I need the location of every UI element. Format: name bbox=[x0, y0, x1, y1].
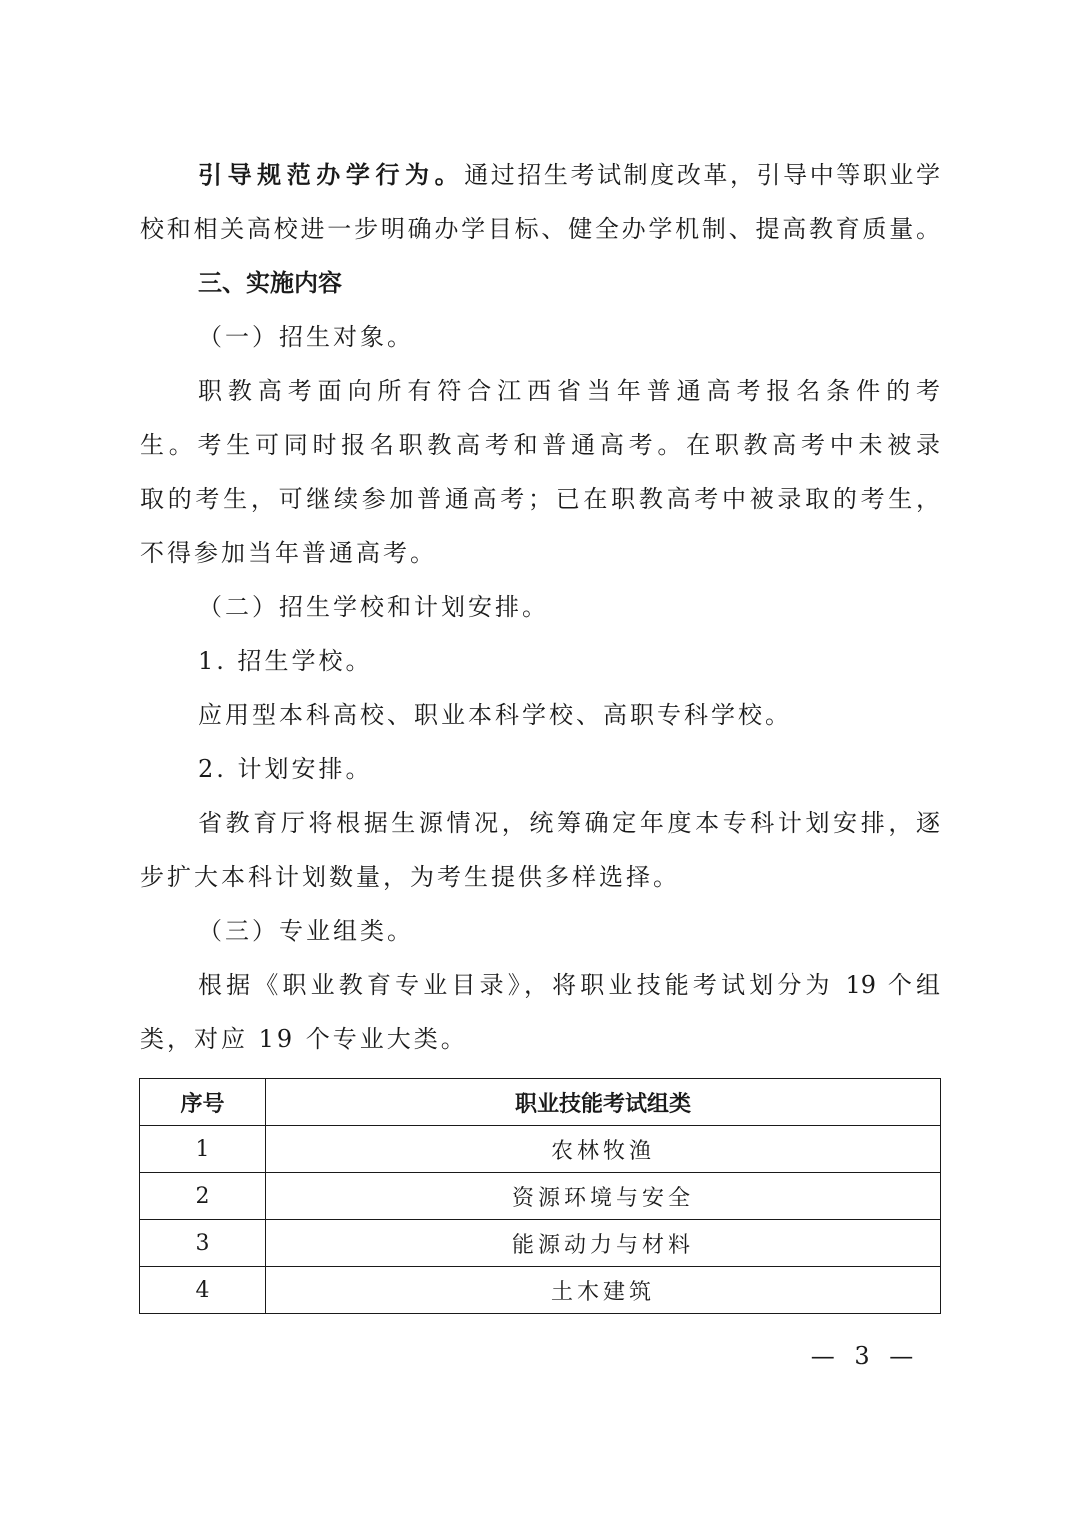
item-heading: 2. 计划安排。 bbox=[198, 755, 373, 783]
table-header-row bbox=[140, 1079, 941, 1126]
paragraph-line: 校和相关高校进一步明确办学目标、健全办学机制、提高教育质量。 bbox=[140, 215, 940, 243]
table-row bbox=[140, 1220, 941, 1267]
subsection-heading: （三）专业组类。 bbox=[198, 917, 414, 945]
paragraph-line: 取的考生，可继续参加普通高考；已在职教高考中被录取的考生， bbox=[140, 485, 940, 513]
row-group-name: 资源环境与安全 bbox=[266, 1173, 941, 1220]
paragraph-line: 步扩大本科计划数量，为考生提供多样选择。 bbox=[140, 863, 680, 891]
bold-lead-text: 引导规范办学行为。 bbox=[198, 161, 465, 189]
item-heading: 1. 招生学校。 bbox=[198, 647, 373, 675]
column-header-number: 序号 bbox=[140, 1079, 266, 1126]
paragraph-line: 类，对应 19 个专业大类。 bbox=[140, 1025, 468, 1053]
subsection-heading: （二）招生学校和计划安排。 bbox=[198, 593, 549, 621]
paragraph-line: 不得参加当年普通高考。 bbox=[140, 539, 437, 567]
table-row bbox=[140, 1126, 941, 1173]
row-number: 3 bbox=[140, 1220, 266, 1267]
page-number: — 3 — bbox=[810, 1342, 920, 1370]
column-header-group: 职业技能考试组类 bbox=[266, 1079, 941, 1126]
row-number: 2 bbox=[140, 1173, 266, 1220]
row-group-name: 农林牧渔 bbox=[266, 1126, 941, 1173]
paragraph-text: 通过招生考试制度改革，引导中等职业学 bbox=[464, 161, 940, 189]
paragraph-line: 根据《职业教育专业目录》，将职业技能考试划分为 19 个组 bbox=[198, 971, 940, 999]
item-text: 应用型本科高校、职业本科学校、高职专科学校。 bbox=[198, 701, 792, 729]
row-number: 4 bbox=[140, 1267, 266, 1314]
skill-exam-groups-table bbox=[139, 1078, 941, 1314]
paragraph-line: 生。考生可同时报名职教高考和普通高考。在职教高考中未被录 bbox=[140, 431, 940, 459]
row-group-name: 能源动力与材料 bbox=[266, 1220, 941, 1267]
paragraph-line: 职教高考面向所有符合江西省当年普通高考报名条件的考 bbox=[198, 377, 940, 405]
row-number: 1 bbox=[140, 1126, 266, 1173]
subsection-heading: （一）招生对象。 bbox=[198, 323, 414, 351]
section-heading: 三、实施内容 bbox=[198, 269, 342, 297]
table-row bbox=[140, 1173, 941, 1220]
table-row bbox=[140, 1267, 941, 1314]
paragraph-line: 省教育厅将根据生源情况，统筹确定年度本专科计划安排，逐 bbox=[198, 809, 940, 837]
row-group-name: 土木建筑 bbox=[266, 1267, 941, 1314]
paragraph-line bbox=[198, 160, 940, 190]
